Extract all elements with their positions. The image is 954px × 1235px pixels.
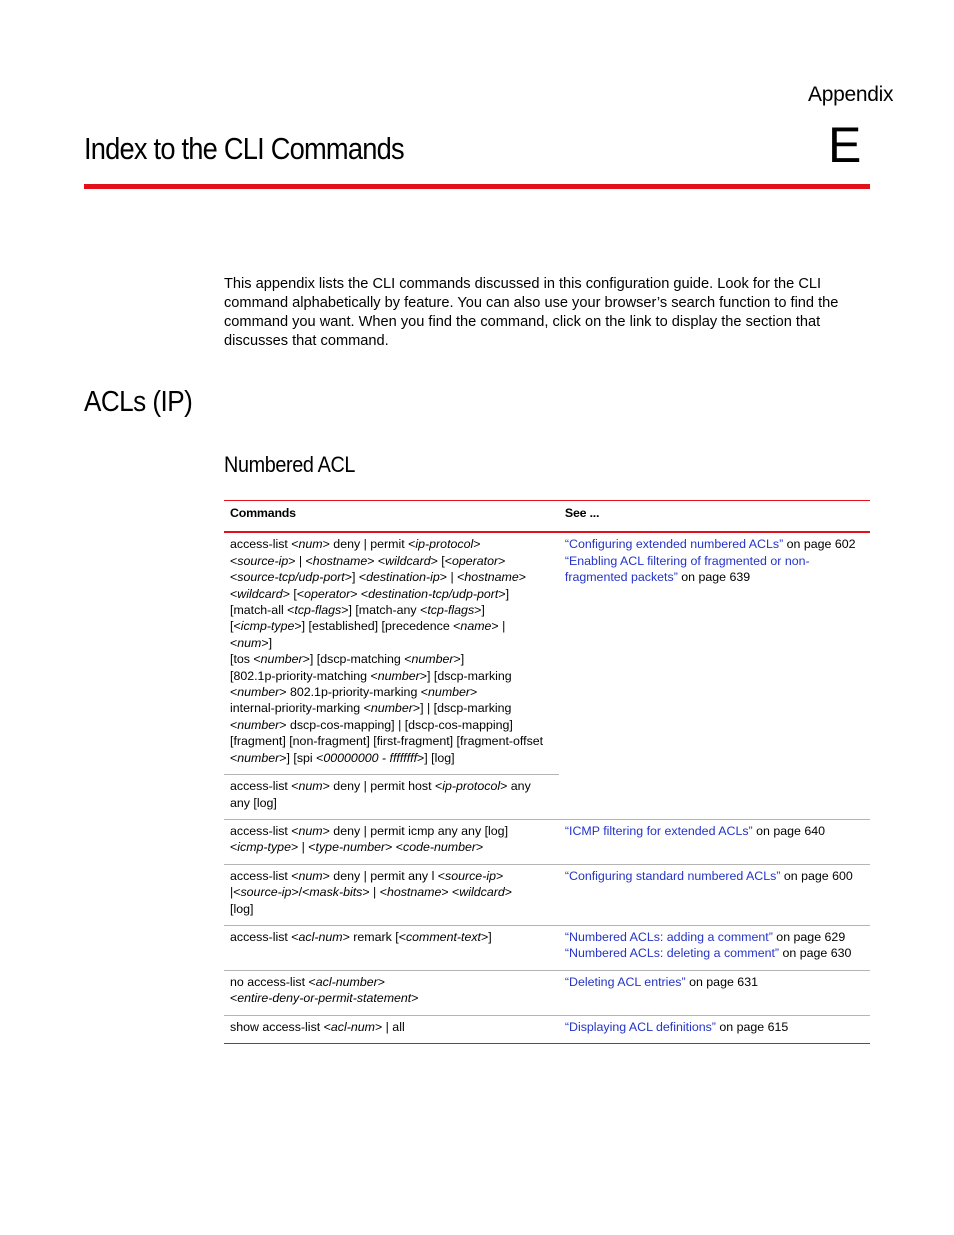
command-parameter: number [428, 685, 471, 700]
command-text: > [495, 868, 504, 883]
command-text: > deny | permit < [322, 537, 416, 552]
command-parameter: comment-text [405, 929, 482, 944]
command-text: > deny | permit host < [322, 779, 443, 794]
command-text: any [log] [230, 795, 277, 810]
command-text: access-list < [230, 823, 299, 838]
command-text: >] [match-any < [341, 603, 428, 618]
link-numbered-acls-adding-comment[interactable]: “Numbered ACLs: adding a comment” [564, 929, 773, 944]
command-text: > 802.1p-priority-marking < [279, 685, 429, 700]
intro-paragraph: This appendix lists the CLI commands discussed in this configuration guide. Look for the CLI command alphabetically by feature. You can also use your browser’s search function to find the command you want. When you find the command, click on the link to display the section that discusses that command. [224, 276, 839, 349]
command-parameter: ip-protocol [442, 779, 501, 794]
command-parameter: num [237, 635, 262, 650]
command-text: internal-priority-marking < [230, 701, 371, 716]
command-text: < [230, 717, 238, 732]
command-parameter: tcp-flags [427, 603, 475, 618]
command-parameter: ip-protocol [415, 537, 474, 552]
command-parameter: wildcard [385, 553, 431, 568]
see-cell [559, 1015, 870, 1043]
command-parameter: number [411, 652, 454, 667]
command-parameter: hostname [312, 553, 368, 568]
command-text: < [230, 635, 238, 650]
table-row [224, 819, 870, 864]
command-parameter: hostname [464, 570, 519, 585]
command-text: >] [481, 929, 492, 944]
command-text: > | < [362, 885, 387, 900]
see-cell [559, 925, 870, 970]
command-parameter: source-ip [237, 553, 289, 568]
command-parameter: wildcard [459, 885, 505, 900]
link-displaying-acl-definitions[interactable]: “Displaying ACL definitions” [564, 1019, 716, 1034]
command-cell [224, 775, 559, 820]
command-cell [224, 1015, 559, 1043]
command-text: [match-all < [230, 603, 295, 618]
command-text: > [476, 840, 484, 855]
command-text: < [230, 570, 238, 585]
command-text: > remark [< [342, 929, 406, 944]
command-parameter: number [260, 652, 303, 667]
chapter-title: Index to the CLI Commands [84, 131, 404, 166]
command-text [565, 945, 864, 961]
command-text: > < [385, 840, 404, 855]
see-cell [559, 532, 870, 819]
command-text: > any [500, 779, 531, 794]
command-parameter: num [298, 868, 323, 883]
see-cell [559, 819, 870, 864]
command-text: > < [441, 885, 460, 900]
command-parameter: entire-deny-or-permit-statement [237, 991, 412, 1006]
command-cell [224, 970, 559, 1015]
command-text: on page 630 [779, 946, 852, 961]
command-text: > [< [282, 586, 305, 601]
see-cell [559, 970, 870, 1015]
command-text [565, 536, 864, 552]
command-text: > [518, 570, 527, 585]
table-row [224, 925, 870, 970]
command-text: on page 615 [715, 1019, 789, 1034]
command-parameter: name [460, 619, 492, 634]
command-text: access-list < [230, 537, 299, 552]
command-parameter: icmp-type [240, 619, 295, 634]
commands-table [224, 500, 870, 1044]
command-text: > [377, 974, 385, 989]
command-parameter: source-ip [445, 868, 496, 883]
command-text: >] [log] [417, 750, 455, 765]
command-text: > | < [290, 840, 316, 855]
command-text [565, 553, 864, 586]
command-text: >] [474, 603, 485, 618]
command-parameter: number [377, 668, 420, 683]
command-text: [< [230, 619, 241, 634]
command-text: [fragment] [non-fragment] [first-fragment] [fragment-offset [230, 734, 544, 749]
command-text: access-list < [230, 929, 299, 944]
command-text: no access-list < [230, 974, 316, 989]
command-text: >] [spi < [279, 750, 324, 765]
command-parameter: number [237, 685, 280, 700]
command-text: >] | [dscp-marking [412, 701, 512, 716]
command-parameter: acl-num [298, 929, 343, 944]
command-parameter: source-ip [240, 885, 292, 900]
command-parameter: num [298, 779, 323, 794]
command-parameter: 00000000 - ffffffff [323, 750, 418, 765]
command-text: on page 639 [677, 570, 751, 585]
command-parameter: mask-bits [309, 885, 363, 900]
command-text: >] [498, 586, 510, 601]
command-text: < [230, 991, 238, 1006]
command-text: > < [367, 553, 386, 568]
command-text: > dscp-cos-mapping] | [dscp-cos-mapping] [279, 717, 513, 732]
command-text: > | < [439, 570, 465, 585]
table-row [224, 864, 870, 925]
command-text: > | [491, 619, 506, 634]
command-text: on page 640 [752, 823, 826, 838]
command-text: > | < [288, 553, 313, 568]
command-text: on page 629 [772, 929, 846, 944]
subsection-title: Numbered ACL [224, 452, 356, 477]
command-text: >] [dscp-marking [419, 668, 512, 683]
command-parameter: operator [304, 586, 351, 601]
command-parameter: number [237, 750, 280, 765]
command-text: show access-list < [230, 1019, 331, 1034]
table-row [224, 970, 870, 1015]
command-text: > deny | permit icmp any any [log] [322, 823, 509, 838]
command-text: on page 631 [685, 974, 758, 989]
command-parameter: number [237, 717, 280, 732]
command-text: access-list < [230, 868, 299, 883]
command-text: > [498, 553, 506, 568]
command-parameter: destination-ip [366, 570, 440, 585]
link-configuring-extended-numbered-acls[interactable]: “Configuring extended numbered ACLs” [564, 537, 784, 552]
command-text: on page 602 [783, 537, 856, 552]
appendix-label: Appendix [808, 83, 894, 106]
command-text: >] < [344, 570, 367, 585]
table-header-row [224, 501, 870, 533]
command-cell [224, 864, 559, 925]
command-text: < [230, 750, 238, 765]
command-text: >/< [291, 885, 310, 900]
command-text: [tos < [230, 652, 261, 667]
command-parameter: operator [451, 553, 499, 568]
command-text: > [473, 537, 481, 552]
command-text [565, 929, 864, 945]
command-text: < [230, 685, 238, 700]
link-enabling-acl-filtering-fragmented[interactable]: “Enabling ACL filtering of fragmented or non-fragmented packets” [564, 553, 810, 585]
link-configuring-standard-numbered-acls[interactable]: “Configuring standard numbered ACLs” [564, 868, 781, 883]
command-cell [224, 532, 559, 774]
table-row [224, 532, 870, 774]
command-text: < [230, 586, 238, 601]
command-text: < [230, 840, 238, 855]
command-text: |< [230, 885, 241, 900]
command-text: > [504, 885, 512, 900]
header-commands: Commands [224, 501, 559, 533]
command-parameter: icmp-type [237, 840, 291, 855]
title-rule [84, 184, 870, 189]
command-cell [224, 819, 559, 864]
command-text: access-list < [230, 779, 299, 794]
command-text: >] [established] [precedence < [294, 619, 461, 634]
see-cell [559, 864, 870, 925]
command-parameter: acl-num [330, 1019, 375, 1034]
command-text: >] [dscp-matching < [302, 652, 412, 667]
link-deleting-acl-entries[interactable]: “Deleting ACL entries” [564, 974, 686, 989]
command-parameter: num [298, 823, 323, 838]
command-text: > [411, 991, 419, 1006]
command-text: > [< [430, 553, 452, 568]
command-text: > deny | permit any l < [322, 868, 445, 883]
command-parameter: source-tcp/udp-port [237, 570, 345, 585]
command-text: on page 600 [780, 868, 853, 883]
command-parameter: number [370, 701, 413, 716]
command-text: < [230, 553, 238, 568]
command-parameter: hostname [386, 885, 442, 900]
command-text: >] [261, 635, 273, 650]
command-parameter: tcp-flags [294, 603, 342, 618]
link-icmp-filtering[interactable]: “ICMP filtering for extended ACLs” [564, 823, 753, 838]
command-parameter: destination-tcp/udp-port [368, 586, 499, 601]
command-text: [log] [230, 901, 254, 916]
command-text: > < [350, 586, 369, 601]
link-numbered-acls-deleting-comment[interactable]: “Numbered ACLs: deleting a comment” [564, 946, 780, 961]
command-parameter: acl-number [315, 974, 378, 989]
section-title: ACLs (IP) [84, 386, 193, 418]
command-text: [802.1p-priority-matching < [230, 668, 378, 683]
header-see: See ... [559, 501, 870, 533]
command-cell [224, 925, 559, 970]
command-parameter: type-number [315, 840, 386, 855]
command-parameter: code-number [403, 840, 477, 855]
command-text: > | all [374, 1019, 405, 1034]
chapter-letter: E [828, 117, 862, 173]
table-row [224, 1015, 870, 1043]
command-parameter: wildcard [237, 586, 283, 601]
command-text: >] [453, 652, 465, 667]
command-text: > [470, 685, 478, 700]
command-parameter: num [298, 537, 323, 552]
